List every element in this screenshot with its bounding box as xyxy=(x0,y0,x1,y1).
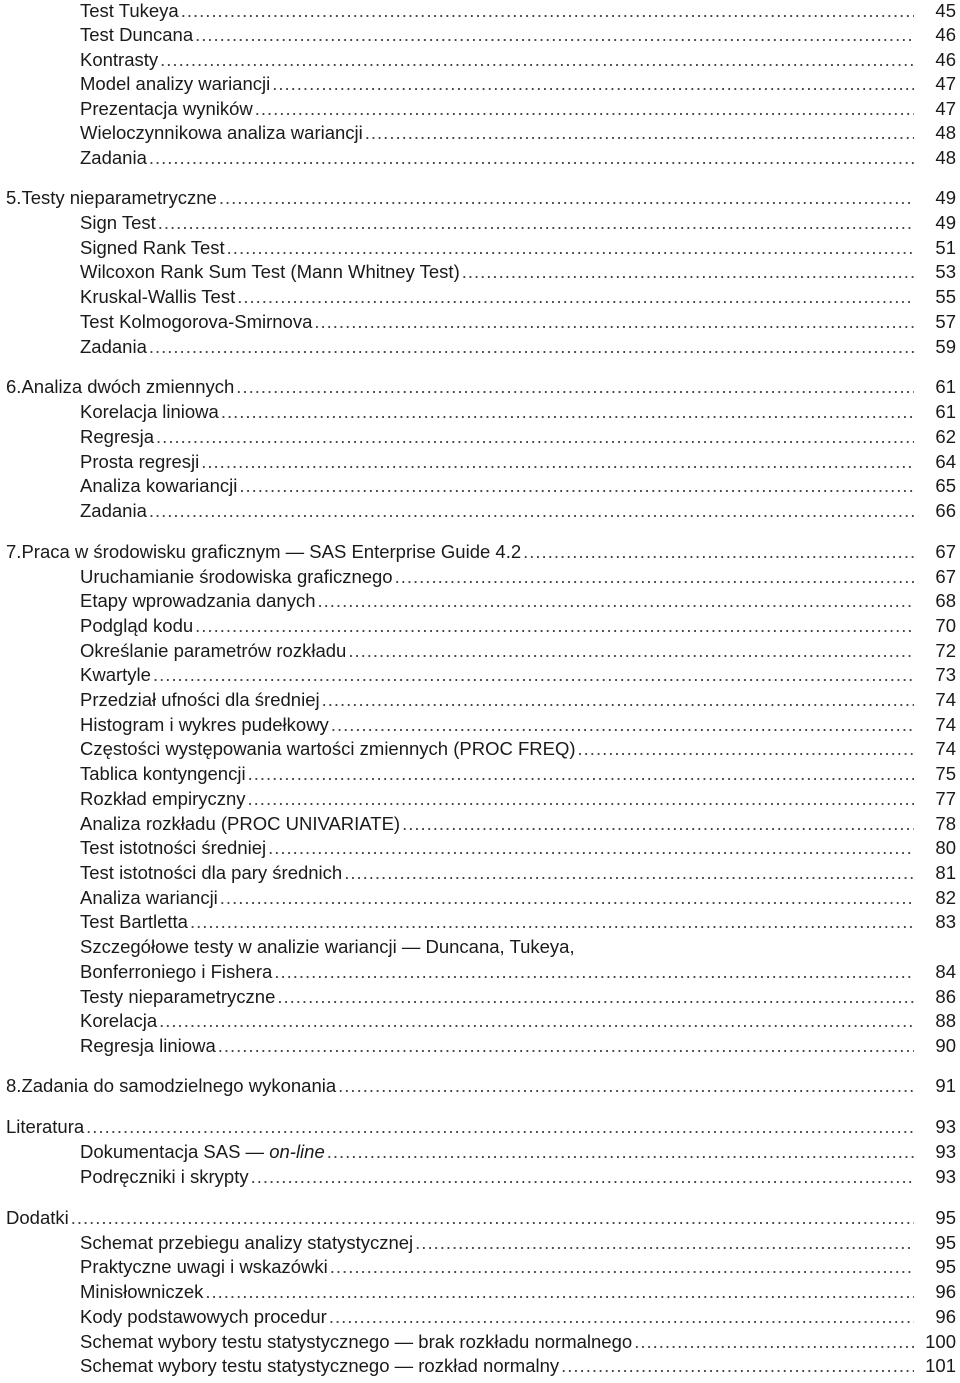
toc-page-number: 48 xyxy=(935,147,956,168)
chapter-number: 6. xyxy=(6,376,22,397)
dot-leader xyxy=(181,0,914,23)
toc-entry[interactable] xyxy=(0,787,960,811)
toc-entry-title: Minisłowniczek xyxy=(80,1281,204,1302)
toc-page-number: 49 xyxy=(935,212,956,233)
toc-entry-title: Test istotności dla pary średnich xyxy=(80,862,343,883)
toc-entry-title: Wieloczynnikowa analiza wariancji xyxy=(80,122,363,143)
toc-page-number: 95 xyxy=(935,1207,956,1228)
toc-entry-title: Praca w środowisku graficznym — SAS Enterprise Guide 4.2 xyxy=(21,541,522,562)
toc-entry[interactable] xyxy=(0,1280,960,1304)
dot-leader xyxy=(227,236,914,260)
toc-page-number: 61 xyxy=(935,376,956,397)
toc-entry-title: Kody podstawowych procedur xyxy=(80,1306,327,1327)
dot-leader xyxy=(268,836,914,860)
toc-entry-title-italic: on-line xyxy=(269,1141,325,1162)
toc-entry[interactable] xyxy=(0,614,960,638)
toc-entry[interactable] xyxy=(0,985,960,1009)
toc-entry-title: Analiza rozkładu (PROC UNIVARIATE) xyxy=(80,813,401,834)
toc-entry-title: Test Duncana xyxy=(80,24,194,45)
dot-leader xyxy=(274,960,914,984)
dot-leader xyxy=(237,285,914,309)
dot-leader xyxy=(160,48,914,72)
toc-entry-title: Korelacja xyxy=(80,1010,158,1031)
toc-entry[interactable] xyxy=(0,1305,960,1329)
toc-page-number: 49 xyxy=(935,187,956,208)
dot-leader xyxy=(272,72,914,96)
toc-entry[interactable] xyxy=(0,1115,960,1139)
toc-entry[interactable] xyxy=(0,474,960,498)
dot-leader xyxy=(201,450,914,474)
toc-entry[interactable] xyxy=(0,688,960,712)
dot-leader xyxy=(71,1206,914,1230)
toc-page-number: 61 xyxy=(935,401,956,422)
toc-entry[interactable] xyxy=(0,1034,960,1058)
toc-entry-title: Schemat wybory testu statystycznego — brak rozkładu normalnego xyxy=(80,1331,633,1352)
toc-page-number: 74 xyxy=(935,738,956,759)
toc-entry-title: Zadania xyxy=(80,147,147,168)
toc-entry[interactable] xyxy=(0,450,960,474)
toc-page-number: 45 xyxy=(935,0,956,21)
toc-page-number: 96 xyxy=(935,1281,956,1302)
toc-page-number: 46 xyxy=(935,24,956,45)
toc-entry[interactable] xyxy=(0,1231,960,1255)
dot-leader xyxy=(221,400,914,424)
toc-entry[interactable] xyxy=(0,121,960,145)
toc-entry-title: Kontrasty xyxy=(80,49,159,70)
toc-entry[interactable] xyxy=(0,1206,960,1230)
toc-entry[interactable] xyxy=(0,285,960,309)
toc-entry-title: Etapy wprowadzania danych xyxy=(80,590,316,611)
toc-entry[interactable] xyxy=(0,861,960,885)
toc-entry[interactable] xyxy=(0,1140,960,1164)
toc-entry-title: Model analizy wariancji xyxy=(80,73,271,94)
toc-page-number: 70 xyxy=(935,615,956,636)
dot-leader xyxy=(314,310,914,334)
toc-entry[interactable] xyxy=(0,97,960,121)
toc-entry[interactable] xyxy=(0,639,960,663)
toc-page-number: 74 xyxy=(935,714,956,735)
dot-leader xyxy=(322,688,914,712)
toc-page-number: 82 xyxy=(935,887,956,908)
toc-page-number: 88 xyxy=(935,1010,956,1031)
toc-entry-title: Testy nieparametryczne xyxy=(80,986,276,1007)
toc-page-number: 75 xyxy=(935,763,956,784)
dot-leader xyxy=(462,260,914,284)
toc-entry-title: Dokumentacja SAS — xyxy=(80,1141,270,1162)
toc-page-number: 74 xyxy=(935,689,956,710)
toc-page-number: 91 xyxy=(935,1075,956,1096)
toc-entry-title: Podgląd kodu xyxy=(80,615,194,636)
toc-page-number: 53 xyxy=(935,261,956,282)
toc-entry[interactable] xyxy=(0,589,960,613)
chapter-number: 8. xyxy=(6,1075,22,1096)
toc-entry-title: Tablica kontyngencji xyxy=(80,763,246,784)
toc-entry-title: Regresja xyxy=(80,426,155,447)
toc-entry[interactable] xyxy=(0,960,960,984)
toc-entry-title: Test Kolmogorova-Smirnova xyxy=(80,311,313,332)
toc-entry-title: Schemat przebiegu analizy statystycznej xyxy=(80,1232,414,1253)
toc-entry-title: Regresja liniowa xyxy=(80,1035,216,1056)
dot-leader xyxy=(561,1354,914,1378)
toc-entry[interactable] xyxy=(0,146,960,170)
toc-entry-title: Test istotności średniej xyxy=(80,837,267,858)
dot-leader xyxy=(251,1165,914,1189)
toc-page-number: 86 xyxy=(935,986,956,1007)
toc-page-number: 95 xyxy=(935,1256,956,1277)
toc-entry-title: Kruskal-Wallis Test xyxy=(80,286,236,307)
toc-entry-title: Analiza kowariancji xyxy=(80,475,238,496)
toc-entry-title: Analiza wariancji xyxy=(80,887,218,908)
toc-entry-title: Praktyczne uwagi i wskazówki xyxy=(80,1256,328,1277)
toc-entry-title: Przedział ufności dla średniej xyxy=(80,689,320,710)
dot-leader xyxy=(634,1330,914,1354)
toc-page-number: 66 xyxy=(935,500,956,521)
toc-page-number: 57 xyxy=(935,311,956,332)
dot-leader xyxy=(239,474,914,498)
toc-entry[interactable] xyxy=(0,663,960,687)
toc-entry-title: Histogram i wykres pudełkowy xyxy=(80,714,329,735)
dot-leader xyxy=(338,1074,914,1098)
toc-entry[interactable] xyxy=(0,375,960,399)
dot-leader xyxy=(219,186,914,210)
dot-leader xyxy=(153,663,914,687)
toc-entry[interactable] xyxy=(0,1354,960,1378)
dot-leader xyxy=(395,565,914,589)
dot-leader xyxy=(248,787,914,811)
toc-entry[interactable] xyxy=(0,812,960,836)
chapter-number: 7. xyxy=(6,541,22,562)
toc-entry[interactable] xyxy=(0,310,960,334)
toc-entry[interactable] xyxy=(0,260,960,284)
toc-entry[interactable] xyxy=(0,211,960,235)
dot-leader xyxy=(415,1231,914,1255)
toc-entry[interactable] xyxy=(0,836,960,860)
toc-page-number: 100 xyxy=(925,1331,956,1352)
toc-entry-title: Schemat wybory testu statystycznego — rozkład normalny xyxy=(80,1355,560,1376)
toc-entry[interactable] xyxy=(0,23,960,47)
dot-leader xyxy=(149,335,914,359)
toc-entry[interactable] xyxy=(0,1255,960,1279)
toc-page-number: 65 xyxy=(935,475,956,496)
dot-leader xyxy=(331,713,914,737)
toc-page-number: 62 xyxy=(935,426,956,447)
toc-entry[interactable] xyxy=(0,186,960,210)
toc-entry-title: Kwartyle xyxy=(80,664,151,685)
toc-entry-title: Prezentacja wyników xyxy=(80,98,253,119)
toc-entry[interactable] xyxy=(0,1074,960,1098)
dot-leader xyxy=(402,812,914,836)
dot-leader xyxy=(195,614,914,638)
toc-entry[interactable] xyxy=(0,335,960,359)
toc-page-number: 80 xyxy=(935,837,956,858)
toc-entry[interactable] xyxy=(0,400,960,424)
toc-entry[interactable] xyxy=(0,935,960,959)
toc-entry[interactable] xyxy=(0,425,960,449)
toc-page-number: 64 xyxy=(935,451,956,472)
toc-entry-title: Uruchamianie środowiska graficznego xyxy=(80,566,393,587)
dot-leader xyxy=(365,121,914,145)
toc-page-number: 95 xyxy=(935,1232,956,1253)
toc-entry-title: Sign Test xyxy=(80,212,156,233)
dot-leader xyxy=(248,762,914,786)
toc-entry-title: Bonferroniego i Fishera xyxy=(80,961,273,982)
dot-leader xyxy=(205,1280,914,1304)
toc-entry[interactable] xyxy=(0,713,960,737)
toc-entry[interactable] xyxy=(0,1009,960,1033)
toc-page-number: 84 xyxy=(935,961,956,982)
toc-entry-title: Zadania xyxy=(80,336,147,357)
toc-entry[interactable] xyxy=(0,236,960,260)
toc-entry[interactable] xyxy=(0,0,960,23)
toc-entry[interactable] xyxy=(0,737,960,761)
toc-page-number: 72 xyxy=(935,640,956,661)
toc-entry-title: Korelacja liniowa xyxy=(80,401,219,422)
toc-entry-title: Wilcoxon Rank Sum Test (Mann Whitney Test) xyxy=(80,261,460,282)
dot-leader xyxy=(277,985,914,1009)
toc-entry-title: Literatura xyxy=(6,1116,85,1137)
toc-entry[interactable] xyxy=(0,886,960,910)
dot-leader xyxy=(344,861,914,885)
dot-leader xyxy=(156,425,914,449)
dot-leader xyxy=(159,1009,914,1033)
chapter-number: 5. xyxy=(6,187,22,208)
toc-page-number: 47 xyxy=(935,73,956,94)
toc-page-number: 67 xyxy=(935,541,956,562)
toc-page-number: 73 xyxy=(935,664,956,685)
toc-entry-title: Test Bartletta xyxy=(80,911,188,932)
toc-entry[interactable] xyxy=(0,72,960,96)
toc-entry-title: Częstości występowania wartości zmiennych (PROC FREQ) xyxy=(80,738,576,759)
toc-entry-title: Szczegółowe testy w analizie wariancji — Duncana, Tukeya, xyxy=(80,936,575,957)
dot-leader xyxy=(236,375,914,399)
dot-leader xyxy=(149,146,914,170)
toc-page-number: 96 xyxy=(935,1306,956,1327)
toc-entry-title: Dodatki xyxy=(6,1207,69,1228)
toc-page-number: 90 xyxy=(935,1035,956,1056)
toc-page-number: 47 xyxy=(935,98,956,119)
toc-page-number: 51 xyxy=(935,237,956,258)
toc-page-number: 93 xyxy=(935,1166,956,1187)
dot-leader xyxy=(158,211,914,235)
toc-entry[interactable] xyxy=(0,1165,960,1189)
toc-entry[interactable] xyxy=(0,540,960,564)
toc-entry-title: Rozkład empiryczny xyxy=(80,788,246,809)
toc-page-number: 48 xyxy=(935,122,956,143)
toc-page-number: 46 xyxy=(935,49,956,70)
toc-page-number: 93 xyxy=(935,1116,956,1137)
toc-entry[interactable] xyxy=(0,499,960,523)
toc-entry[interactable] xyxy=(0,48,960,72)
dot-leader xyxy=(523,540,914,564)
toc-page-number: 78 xyxy=(935,813,956,834)
toc-entry-title: Prosta regresji xyxy=(80,451,200,472)
toc-entry-title: Podręczniki i skrypty xyxy=(80,1166,249,1187)
dot-leader xyxy=(329,1305,914,1329)
dot-leader xyxy=(348,639,914,663)
toc-page-number: 83 xyxy=(935,911,956,932)
toc-page-number: 101 xyxy=(925,1355,956,1376)
toc-entry[interactable] xyxy=(0,565,960,589)
dot-leader xyxy=(86,1115,914,1139)
toc-entry-title: Analiza dwóch zmiennych xyxy=(21,376,235,397)
toc-page-number: 77 xyxy=(935,788,956,809)
toc-page-number: 59 xyxy=(935,336,956,357)
toc-entry-title: Signed Rank Test xyxy=(80,237,225,258)
dot-leader xyxy=(220,886,914,910)
dot-leader xyxy=(318,589,914,613)
toc-entry-title: Określanie parametrów rozkładu xyxy=(80,640,347,661)
dot-leader xyxy=(195,23,914,47)
dot-leader xyxy=(330,1255,914,1279)
toc-page-number: 93 xyxy=(935,1141,956,1162)
toc-entry-title: Test Tukeya xyxy=(80,0,179,21)
dot-leader xyxy=(578,737,914,761)
toc-entry[interactable] xyxy=(0,910,960,934)
toc-page-number: 67 xyxy=(935,566,956,587)
toc-entry-title: Testy nieparametryczne xyxy=(21,187,217,208)
dot-leader xyxy=(149,499,914,523)
dot-leader xyxy=(190,910,914,934)
toc-page-number: 55 xyxy=(935,286,956,307)
dot-leader xyxy=(255,97,914,121)
dot-leader xyxy=(327,1140,914,1164)
toc-page-number: 68 xyxy=(935,590,956,611)
toc-entry-title: Zadania xyxy=(80,500,147,521)
toc-entry-title: Zadania do samodzielnego wykonania xyxy=(21,1075,337,1096)
toc-entry[interactable] xyxy=(0,762,960,786)
toc-page-number: 81 xyxy=(935,862,956,883)
dot-leader xyxy=(218,1034,914,1058)
toc-entry[interactable] xyxy=(0,1330,960,1354)
